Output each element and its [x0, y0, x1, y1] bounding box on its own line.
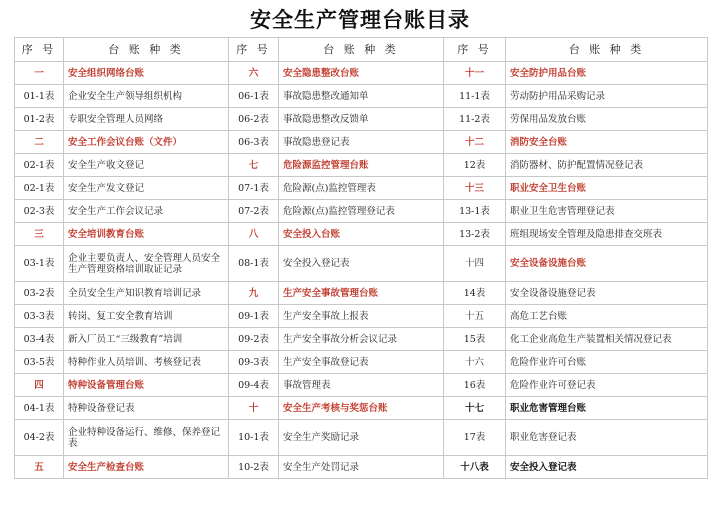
table-row — [15, 154, 708, 177]
seq-cell: 14表 — [444, 282, 506, 305]
seq-cell: 一 — [15, 62, 64, 85]
seq-cell: 三 — [15, 223, 64, 246]
ledger-type-cell: 劳动防护用品采购记录 — [506, 85, 708, 108]
ledger-type-cell: 安全隐患整改台账 — [279, 62, 444, 85]
seq-cell: 二 — [15, 131, 64, 154]
ledger-type-cell: 生产安全事故登记表 — [279, 351, 444, 374]
seq-cell: 13-2表 — [444, 223, 506, 246]
table-row — [15, 131, 708, 154]
table-row — [15, 328, 708, 351]
seq-cell: 十一 — [444, 62, 506, 85]
ledger-type-cell: 职业安全卫生台账 — [506, 177, 708, 200]
ledger-type-cell: 生产安全事故管理台账 — [279, 282, 444, 305]
ledger-type-cell: 事故隐患整改反馈单 — [279, 108, 444, 131]
ledger-type-cell: 专职安全管理人员网络 — [64, 108, 229, 131]
header-seq-1: 序 号 — [15, 38, 64, 62]
seq-cell: 09-2表 — [229, 328, 279, 351]
ledger-type-cell: 特种设备登记表 — [64, 397, 229, 420]
seq-cell: 07-1表 — [229, 177, 279, 200]
seq-cell: 07-2表 — [229, 200, 279, 223]
ledger-type-cell: 全员安全生产知识教育培训记录 — [64, 282, 229, 305]
ledger-type-cell: 安全组织网络台账 — [64, 62, 229, 85]
seq-cell: 01-1表 — [15, 85, 64, 108]
seq-cell: 03-3表 — [15, 305, 64, 328]
table-row — [15, 351, 708, 374]
ledger-type-cell: 新入厂员工“三级教育”培训 — [64, 328, 229, 351]
table-row — [15, 246, 708, 282]
seq-cell: 12表 — [444, 154, 506, 177]
ledger-type-cell: 危险源监控管理台账 — [279, 154, 444, 177]
seq-cell: 十七 — [444, 397, 506, 420]
ledger-type-cell: 特种作业人员培训、考核登记表 — [64, 351, 229, 374]
ledger-type-cell: 安全培训教育台账 — [64, 223, 229, 246]
seq-cell: 09-3表 — [229, 351, 279, 374]
ledger-type-cell: 安全生产处罚记录 — [279, 456, 444, 479]
table-row — [15, 177, 708, 200]
ledger-type-cell: 安全投入登记表 — [279, 246, 444, 282]
ledger-type-cell: 高危工艺台账 — [506, 305, 708, 328]
seq-cell: 06-3表 — [229, 131, 279, 154]
ledger-type-cell: 危险作业许可登记表 — [506, 374, 708, 397]
table-row — [15, 374, 708, 397]
ledger-type-cell: 安全生产工作会议记录 — [64, 200, 229, 223]
table-row — [15, 223, 708, 246]
ledger-type-cell: 转岗、复工安全教育培训 — [64, 305, 229, 328]
ledger-type-cell: 职业危害登记表 — [506, 420, 708, 456]
ledger-type-cell: 劳保用品发放台账 — [506, 108, 708, 131]
seq-cell: 06-1表 — [229, 85, 279, 108]
ledger-type-cell: 事故隐患整改通知单 — [279, 85, 444, 108]
seq-cell: 11-1表 — [444, 85, 506, 108]
seq-cell: 17表 — [444, 420, 506, 456]
seq-cell: 十三 — [444, 177, 506, 200]
ledger-type-cell: 安全设备设施台账 — [506, 246, 708, 282]
ledger-type-cell: 安全防护用品台账 — [506, 62, 708, 85]
ledger-type-cell: 职业卫生危害管理登记表 — [506, 200, 708, 223]
ledger-type-cell: 企业主要负责人、安全管理人员安全生产管理资格培训取证记录 — [64, 246, 229, 282]
seq-cell: 十八表 — [444, 456, 506, 479]
ledger-type-cell: 安全投入登记表 — [506, 456, 708, 479]
page-title: 安全生产管理台账目录 — [250, 8, 470, 32]
ledger-type-cell: 安全投入台账 — [279, 223, 444, 246]
seq-cell: 四 — [15, 374, 64, 397]
seq-cell: 十二 — [444, 131, 506, 154]
table-row — [15, 85, 708, 108]
seq-cell: 六 — [229, 62, 279, 85]
seq-cell: 04-2表 — [15, 420, 64, 456]
ledger-type-cell: 消防器材、防护配置情况登记表 — [506, 154, 708, 177]
table-row — [15, 397, 708, 420]
header-seq-2: 序 号 — [229, 38, 279, 62]
ledger-type-cell: 职业危害管理台账 — [506, 397, 708, 420]
seq-cell: 09-1表 — [229, 305, 279, 328]
ledger-type-cell: 安全生产检查台账 — [64, 456, 229, 479]
ledger-type-cell: 危险源(点)监控管理表 — [279, 177, 444, 200]
seq-cell: 03-5表 — [15, 351, 64, 374]
seq-cell: 11-2表 — [444, 108, 506, 131]
ledger-type-cell: 生产安全事故分析会议记录 — [279, 328, 444, 351]
ledger-type-cell: 化工企业高危生产装置相关情况登记表 — [506, 328, 708, 351]
seq-cell: 03-1表 — [15, 246, 64, 282]
ledger-type-cell: 危险作业许可台账 — [506, 351, 708, 374]
header-type-3: 台 账 种 类 — [506, 38, 708, 62]
ledger-type-cell: 危险源(点)监控管理登记表 — [279, 200, 444, 223]
seq-cell: 09-4表 — [229, 374, 279, 397]
ledger-type-cell: 安全生产考核与奖惩台账 — [279, 397, 444, 420]
seq-cell: 03-2表 — [15, 282, 64, 305]
seq-cell: 十六 — [444, 351, 506, 374]
seq-cell: 08-1表 — [229, 246, 279, 282]
header-type-1: 台 账 种 类 — [64, 38, 229, 62]
table-row — [15, 305, 708, 328]
ledger-type-cell: 安全生产奖励记录 — [279, 420, 444, 456]
seq-cell: 八 — [229, 223, 279, 246]
table-row — [15, 420, 708, 456]
seq-cell: 十五 — [444, 305, 506, 328]
seq-cell: 06-2表 — [229, 108, 279, 131]
seq-cell: 02-1表 — [15, 154, 64, 177]
seq-cell: 01-2表 — [15, 108, 64, 131]
seq-cell: 03-4表 — [15, 328, 64, 351]
table-body — [15, 62, 708, 479]
ledger-type-cell: 事故管理表 — [279, 374, 444, 397]
seq-cell: 13-1表 — [444, 200, 506, 223]
ledger-type-cell: 企业安全生产领导组织机构 — [64, 85, 229, 108]
table-row — [15, 282, 708, 305]
ledger-type-cell: 事故隐患登记表 — [279, 131, 444, 154]
header-type-2: 台 账 种 类 — [279, 38, 444, 62]
ledger-type-cell: 安全设备设施登记表 — [506, 282, 708, 305]
table-row — [15, 200, 708, 223]
ledger-type-cell: 生产安全事故上报表 — [279, 305, 444, 328]
table-header-row — [15, 38, 708, 62]
ledger-type-cell: 安全生产收文登记 — [64, 154, 229, 177]
ledger-type-cell: 安全工作会议台账（文件） — [64, 131, 229, 154]
seq-cell: 五 — [15, 456, 64, 479]
seq-cell: 04-1表 — [15, 397, 64, 420]
ledger-catalog-table — [14, 37, 708, 479]
table-row — [15, 108, 708, 131]
seq-cell: 15表 — [444, 328, 506, 351]
seq-cell: 十 — [229, 397, 279, 420]
table-row — [15, 456, 708, 479]
ledger-type-cell: 安全生产发文登记 — [64, 177, 229, 200]
seq-cell: 02-3表 — [15, 200, 64, 223]
ledger-type-cell: 特种设备管理台账 — [64, 374, 229, 397]
table-row — [15, 62, 708, 85]
ledger-type-cell: 企业特种设备运行、维修、保养登记表 — [64, 420, 229, 456]
ledger-type-cell: 班组现场安全管理及隐患排查交班表 — [506, 223, 708, 246]
header-seq-3: 序 号 — [444, 38, 506, 62]
seq-cell: 七 — [229, 154, 279, 177]
seq-cell: 02-1表 — [15, 177, 64, 200]
seq-cell: 16表 — [444, 374, 506, 397]
ledger-type-cell: 消防安全台账 — [506, 131, 708, 154]
seq-cell: 九 — [229, 282, 279, 305]
seq-cell: 10-2表 — [229, 456, 279, 479]
seq-cell: 十四 — [444, 246, 506, 282]
seq-cell: 10-1表 — [229, 420, 279, 456]
